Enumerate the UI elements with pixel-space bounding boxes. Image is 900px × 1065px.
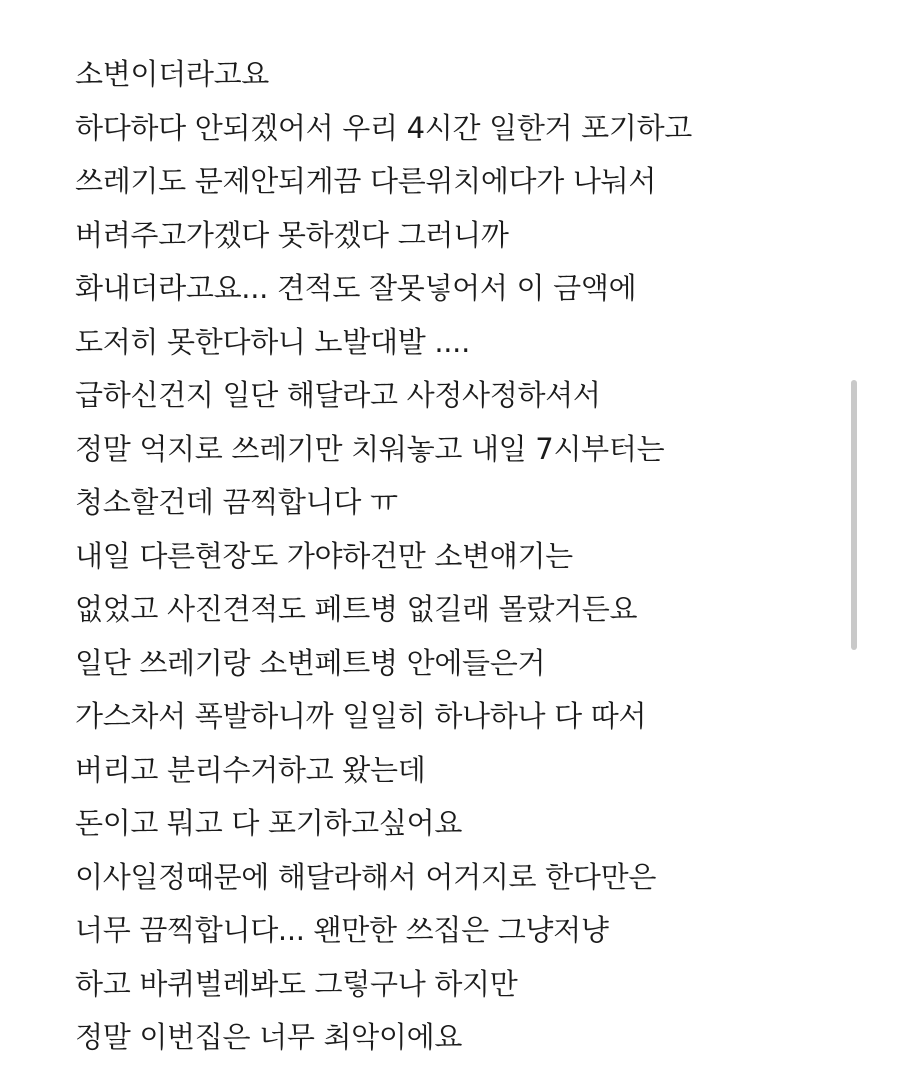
text-line: 내일 다른현장도 가야하건만 소변얘기는 (75, 538, 573, 573)
text-line: 하다하다 안되겠어서 우리 4시간 일한거 포기하고 (75, 110, 693, 145)
text-line: 도저히 못한다하니 노발대발 .... (75, 324, 470, 359)
text-line: 정말 이번집은 너무 최악이에요 (75, 1020, 463, 1054)
text-line: 돈이고 뭐고 다 포기하고싶어요 (75, 806, 463, 840)
text-line: 너무 끔찍합니다... 왠만한 쓰집은 그냥저냥 (75, 913, 609, 947)
text-line: 버려주고가겠다 못하겠다 그러니까 (75, 217, 509, 252)
scrollbar-thumb[interactable] (851, 380, 857, 650)
text-line: 정말 억지로 쓰레기만 치워놓고 내일 7시부터는 (75, 431, 665, 466)
text-line: 화내더라고요... 견적도 잘못넣어서 이 금액에 (75, 271, 637, 305)
text-line: 이사일정때문에 해달라해서 어거지로 한다만은 (75, 859, 657, 894)
text-line: 일단 쓰레기랑 소변페트병 안에들은거 (75, 645, 546, 680)
text-line: 버리고 분리수거하고 왔는데 (75, 752, 426, 787)
text-line: 청소할건데 끔찍합니다 ㅠ (75, 485, 398, 519)
text-line: 하고 바퀴벌레봐도 그렇구나 하지만 (75, 966, 518, 1001)
post-body (75, 48, 835, 1065)
text-line: 급하신건지 일단 해달라고 사정사정하셔서 (75, 378, 601, 412)
text-line: 쓰레기도 문제안되게끔 다른위치에다가 나눠서 (75, 164, 657, 198)
text-line: 가스차서 폭발하니까 일일히 하나하나 다 따서 (75, 699, 647, 733)
text-line: 소변이더라고요 (75, 57, 269, 91)
text-line: 없었고 사진견적도 페트병 없길래 몰랐거든요 (75, 592, 638, 626)
